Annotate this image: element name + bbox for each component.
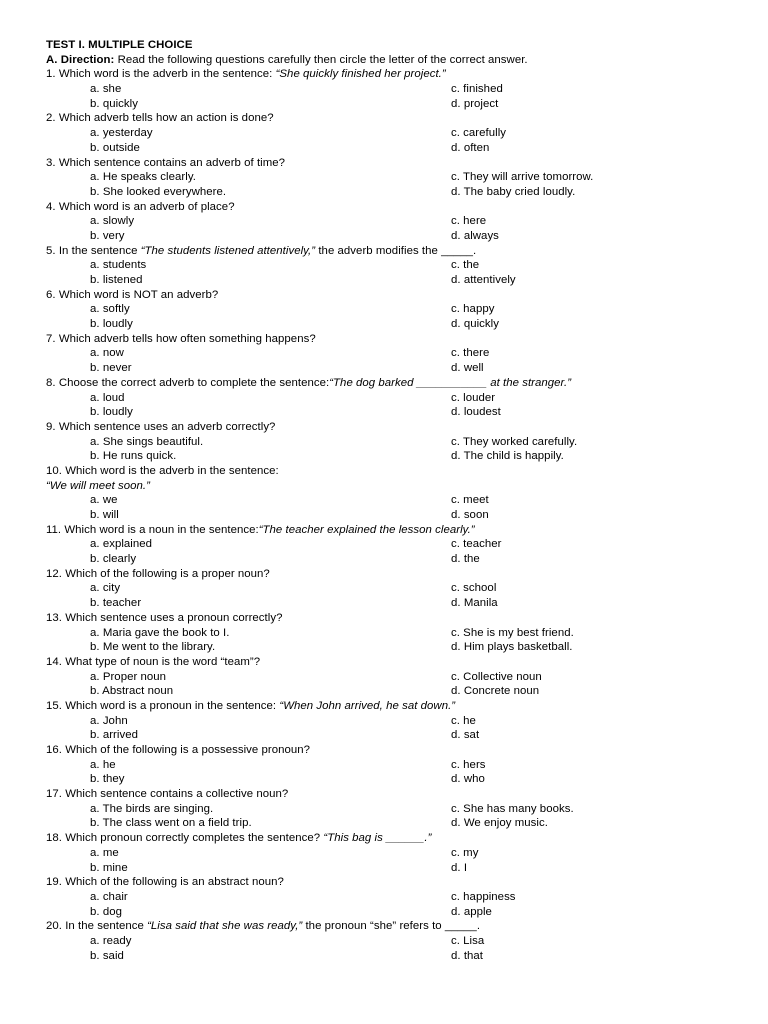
question-stem	[46, 567, 746, 582]
choice-row	[46, 97, 746, 112]
question-stem	[46, 200, 746, 215]
choice-c[interactable]: c. finished	[451, 83, 503, 96]
choice-a[interactable]: a. softly	[90, 303, 130, 316]
choice-b[interactable]: b. Me went to the library.	[90, 641, 216, 654]
choice-row	[46, 258, 746, 273]
choice-c[interactable]: c. carefully	[451, 127, 507, 140]
choice-a[interactable]: a. yesterday	[90, 127, 153, 140]
choice-row	[46, 361, 746, 376]
choice-row	[46, 626, 746, 641]
choice-row	[46, 170, 746, 185]
choice-row	[46, 728, 746, 743]
worksheet	[46, 38, 746, 963]
choice-row	[46, 346, 746, 361]
question-stem	[46, 111, 746, 126]
choice-d[interactable]: d. The child is happily.	[451, 450, 564, 463]
choice-row	[46, 816, 746, 831]
choice-row	[46, 861, 746, 876]
choice-row	[46, 890, 746, 905]
choice-row	[46, 640, 746, 655]
choice-d[interactable]: d. the	[451, 553, 480, 566]
choice-a[interactable]: a. me	[90, 846, 119, 859]
choice-c[interactable]: c. happy	[451, 303, 495, 316]
choice-a[interactable]: a. chair	[90, 890, 128, 903]
question-text: 12. Which of the following is a proper noun?	[46, 567, 270, 580]
question-text: 3. Which sentence contains an adverb of time?	[46, 156, 286, 169]
question-quote: “This bag is ______.”	[323, 832, 432, 845]
choice-c[interactable]: c. school	[451, 582, 497, 595]
question-stem	[46, 332, 746, 347]
choice-d[interactable]: d. sat	[451, 729, 480, 742]
choice-row	[46, 581, 746, 596]
choice-c[interactable]: c. They will arrive tomorrow.	[451, 171, 594, 184]
choice-b[interactable]: b. teacher	[90, 597, 142, 610]
question-stem	[46, 875, 746, 890]
choice-b[interactable]: b. quickly	[90, 97, 138, 110]
choice-a[interactable]: a. we	[90, 494, 118, 507]
question-quote: “She quickly finished her project.”	[275, 68, 446, 81]
question-stem	[46, 919, 746, 934]
question-text: 19. Which of the following is an abstract noun?	[46, 876, 284, 889]
choice-a[interactable]: a. students	[90, 259, 147, 272]
question-text-after: the adverb modifies the _____.	[315, 244, 477, 257]
choice-row	[46, 229, 746, 244]
choice-b[interactable]: b. He runs quick.	[90, 450, 177, 463]
question-text: 17. Which sentence contains a collective noun?	[46, 788, 289, 801]
choice-c[interactable]: c. louder	[451, 391, 496, 404]
choice-b[interactable]: b. very	[90, 229, 125, 242]
choice-a[interactable]: a. ready	[90, 934, 132, 947]
choice-c[interactable]: c. She has many books.	[451, 802, 574, 815]
question-text: 6. Which word is NOT an adverb?	[46, 288, 219, 301]
choice-b[interactable]: b. loudly	[90, 318, 133, 331]
question-text: 15. Which word is a pronoun in the sentence:	[46, 699, 280, 712]
question-quote: “Lisa said that she was ready,”	[147, 920, 303, 933]
choice-c[interactable]: c. Lisa	[451, 934, 485, 947]
question-quote: “The students listened attentively,”	[140, 244, 316, 257]
choice-d[interactable]: d. often	[451, 141, 490, 154]
choice-a[interactable]: a. John	[90, 714, 128, 727]
question-stem	[46, 464, 746, 479]
choice-a[interactable]: a. He speaks clearly.	[90, 171, 196, 184]
question-list	[46, 67, 746, 963]
question-stem	[46, 244, 746, 259]
question-stem	[46, 655, 746, 670]
choice-b[interactable]: b. outside	[90, 141, 140, 154]
choice-row	[46, 508, 746, 523]
choice-d[interactable]: d. always	[451, 229, 499, 242]
choice-c[interactable]: c. my	[451, 846, 479, 859]
choice-row	[46, 596, 746, 611]
choice-row	[46, 317, 746, 332]
choice-row	[46, 758, 746, 773]
choice-c[interactable]: c. Collective noun	[451, 670, 542, 683]
question-text: 9. Which sentence uses an adverb correctly?	[46, 420, 276, 433]
question-text: 7. Which adverb tells how often something happens?	[46, 332, 316, 345]
choice-a[interactable]: a. loud	[90, 391, 125, 404]
choice-row	[46, 772, 746, 787]
choice-b[interactable]: b. loudly	[90, 406, 133, 419]
choice-a[interactable]: a. The birds are singing.	[90, 802, 214, 815]
choice-b[interactable]: b. She looked everywhere.	[90, 185, 227, 198]
choice-row	[46, 391, 746, 406]
question-stem	[46, 787, 746, 802]
question-text: 13. Which sentence uses a pronoun correctly?	[46, 611, 283, 624]
question-quote: “The dog barked ___________ at the stranger.”	[329, 376, 572, 389]
choice-row	[46, 405, 746, 420]
directions	[46, 53, 746, 68]
question-stem	[46, 611, 746, 626]
choice-c[interactable]: c. here	[451, 215, 487, 228]
choice-a[interactable]: a. Proper noun	[90, 670, 167, 683]
choice-row	[46, 82, 746, 97]
test-title: TEST I. MULTIPLE CHOICE	[46, 39, 193, 51]
choice-b[interactable]: b. Abstract noun	[90, 685, 174, 698]
question-text-after: the pronoun “she” refers to _____.	[302, 920, 481, 933]
choice-d[interactable]: d. quickly	[451, 318, 499, 331]
choice-row	[46, 684, 746, 699]
question-stem	[46, 288, 746, 303]
direction-label: A. Direction:	[46, 53, 115, 66]
choice-d[interactable]: d. loudest	[451, 406, 501, 419]
question-stem	[46, 699, 746, 714]
choice-row	[46, 185, 746, 200]
choice-a[interactable]: a. he	[90, 758, 116, 771]
choice-b[interactable]: b. they	[90, 773, 125, 786]
choice-d[interactable]: d. Concrete noun	[451, 685, 540, 698]
choice-a[interactable]: a. slowly	[90, 215, 135, 228]
question-text: 10. Which word is the adverb in the sentence:	[46, 464, 279, 477]
choice-d[interactable]: d. apple	[451, 905, 492, 918]
question-quote: “When John arrived, he sat down.”	[279, 699, 456, 712]
choice-b[interactable]: b. listened	[90, 274, 143, 286]
choice-row	[46, 214, 746, 229]
choice-a[interactable]: a. she	[90, 83, 122, 96]
choice-c[interactable]: c. She is my best friend.	[451, 626, 574, 639]
choice-b[interactable]: b. will	[90, 509, 119, 521]
question-quote: “We will meet soon.”	[46, 479, 150, 492]
choice-c[interactable]: c. hers	[451, 758, 486, 771]
question-text: 20. In the sentence	[46, 920, 148, 933]
question-text: 11. Which word is a noun in the sentence:	[46, 523, 259, 536]
choice-row	[46, 449, 746, 464]
question-text: 16. Which of the following is a possessive pronoun?	[46, 744, 311, 756]
question-text: 8. Choose the correct adverb to complete the sentence:	[46, 376, 330, 389]
choice-d[interactable]: d. soon	[451, 509, 489, 521]
question-text: 5. In the sentence	[46, 244, 141, 257]
choice-d[interactable]: d. who	[451, 773, 485, 786]
choice-row	[46, 302, 746, 317]
choice-row	[46, 435, 746, 450]
choice-d[interactable]: d. that	[451, 949, 484, 962]
choice-row	[46, 126, 746, 141]
choice-d[interactable]: d. well	[451, 362, 484, 375]
choice-row	[46, 905, 746, 920]
choice-row	[46, 537, 746, 552]
choice-b[interactable]: b. clearly	[90, 553, 137, 566]
choice-row	[46, 552, 746, 567]
choice-c[interactable]: c. meet	[451, 494, 489, 507]
choice-b[interactable]: b. dog	[90, 905, 122, 918]
choice-row	[46, 934, 746, 949]
choice-d[interactable]: d. We enjoy music.	[451, 817, 548, 830]
question-stem	[46, 67, 746, 82]
choice-c[interactable]: c. there	[451, 347, 490, 360]
choice-d[interactable]: d. The baby cried loudly.	[451, 185, 576, 198]
choice-a[interactable]: a. now	[90, 347, 124, 360]
choice-row	[46, 802, 746, 817]
choice-b[interactable]: b. said	[90, 949, 124, 962]
direction-text: Read the following questions carefully then circle the letter of the correct answer.	[114, 53, 528, 66]
choice-row	[46, 273, 746, 288]
question-stem	[46, 831, 746, 846]
question-text: 4. Which word is an adverb of place?	[46, 200, 235, 213]
question-stem	[46, 523, 746, 538]
choice-c[interactable]: c. They worked carefully.	[451, 435, 578, 448]
choice-d[interactable]: d. Manila	[451, 597, 498, 610]
question-stem	[46, 420, 746, 435]
choice-b[interactable]: b. never	[90, 362, 132, 375]
question-stem	[46, 376, 746, 391]
choice-d[interactable]: d. I	[451, 861, 468, 874]
choice-c[interactable]: c. he	[451, 714, 476, 727]
question-stem	[46, 743, 746, 758]
question-text: 1. Which word is the adverb in the sentence:	[46, 68, 276, 81]
choice-d[interactable]: d. project	[451, 97, 499, 110]
question-text: 2. Which adverb tells how an action is done?	[46, 112, 274, 125]
choice-row	[46, 493, 746, 508]
choice-d[interactable]: d. Him plays basketball.	[451, 641, 573, 654]
choice-a[interactable]: a. explained	[90, 538, 153, 551]
question-text: 18. Which pronoun correctly completes the sentence?	[46, 832, 324, 845]
choice-a[interactable]: a. city	[90, 582, 121, 595]
choice-c[interactable]: c. teacher	[451, 538, 502, 551]
choice-row	[46, 670, 746, 685]
question-text: 14. What type of noun is the word “team”?	[46, 655, 261, 668]
choice-row	[46, 141, 746, 156]
choice-b[interactable]: b. arrived	[90, 729, 138, 742]
choice-row	[46, 846, 746, 861]
choice-d[interactable]: d. attentively	[451, 274, 516, 286]
choice-b[interactable]: b. mine	[90, 861, 128, 874]
question-quote: “The teacher explained the lesson clearly.”	[258, 523, 475, 536]
question-stem	[46, 156, 746, 171]
choice-c[interactable]: c. the	[451, 259, 480, 272]
choice-c[interactable]: c. happiness	[451, 890, 516, 903]
choice-row	[46, 714, 746, 729]
choice-row	[46, 949, 746, 964]
choice-b[interactable]: b. The class went on a field trip.	[90, 817, 252, 830]
choice-a[interactable]: a. Maria gave the book to I.	[90, 626, 230, 639]
choice-a[interactable]: a. She sings beautiful.	[90, 435, 204, 448]
